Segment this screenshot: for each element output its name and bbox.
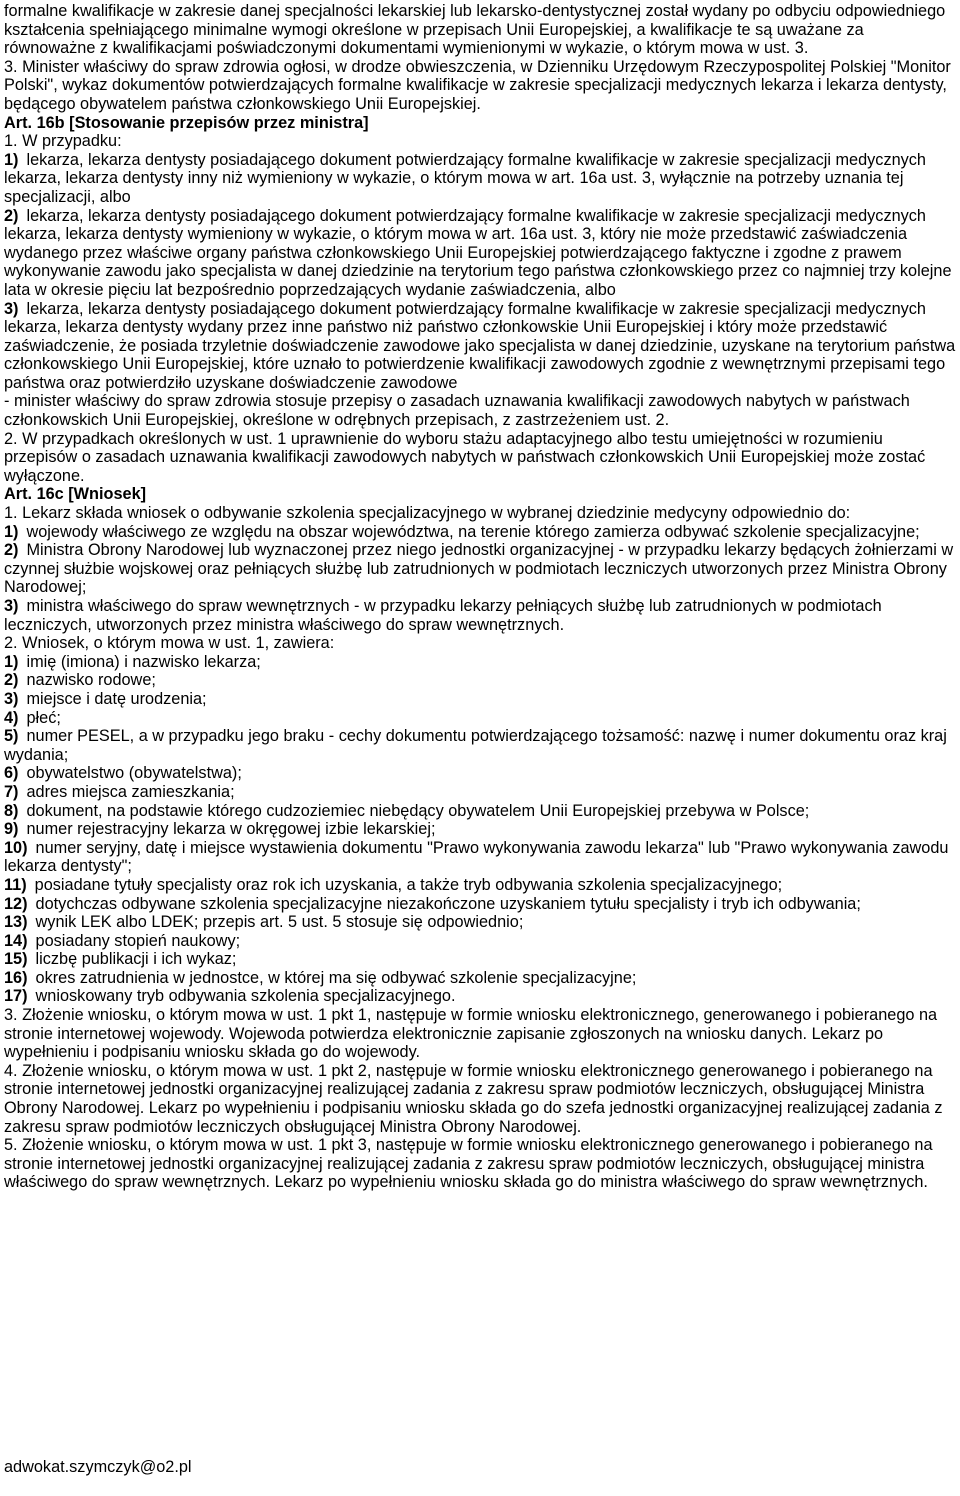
item-number: 15) — [4, 950, 28, 969]
list-item — [4, 151, 956, 207]
article-heading: Art. 16c [Wniosek] — [4, 485, 147, 504]
paragraph: 3. Minister właściwy do spraw zdrowia ogłosi, w drodze obwieszczenia, w Dzienniku Urzędowym Rzeczypospolitej Polskiej "Monitor Polski", wykaz dokumentów potwierdzających formalne kwalifikacje w zakresie specjalizacji medycznych lekarza i lekarza dentysty, będącego obywatelem państwa członkowskiego Unii Europejskiej. — [4, 57, 951, 113]
list-item — [4, 727, 956, 764]
item-text: obywatelstwo (obywatelstwa); — [26, 764, 242, 783]
item-number: 7) — [4, 782, 19, 801]
paragraph: 1. W przypadku: — [4, 132, 122, 151]
item-text: numer rejestracyjny lekarza w okręgowej izbie lekarskiej; — [26, 820, 436, 839]
item-number: 10) — [4, 838, 28, 857]
paragraph: 2. W przypadkach określonych w ust. 1 uprawnienie do wyboru stażu adaptacyjnego albo testu umiejętności w rozumieniu przepisów o zasadach uznawania kwalifikacji zawodowych nabytych w państwach członkowskich Unii Europejskiej może zostać wyłączone. — [4, 429, 926, 485]
item-number: 14) — [4, 931, 28, 950]
item-text: numer PESEL, a w przypadku jego braku - cechy dokumentu potwierdzającego tożsamość: nazwę i numer dokumentu oraz kraj wydania; — [4, 727, 947, 764]
item-text: adres miejsca zamieszkania; — [26, 782, 235, 801]
list-item — [4, 876, 956, 895]
list-item — [4, 913, 956, 932]
item-text: posiadane tytuły specjalisty oraz rok ich uzyskania, a także tryb odbywania szkolenia specjalizacyjnego; — [34, 875, 783, 894]
paragraph: 3. Złożenie wniosku, o którym mowa w ust. 1 pkt 1, następuje w formie wniosku elektronicznego, generowanego i pobieranego na stronie internetowej wojewody. Wojewoda potwierdza elektronicznie zapisanie zgłoszonych na wniosku danych. Lekarz po wypełnieniu i podpisaniu wniosku składa go do wojewody. — [4, 1006, 938, 1062]
item-text: wnioskowany tryb odbywania szkolenia specjalizacyjnego. — [35, 987, 456, 1006]
item-text: dokument, na podstawie którego cudzoziemiec niebędący obywatelem Unii Europejskiej przebywa w Polsce; — [26, 801, 810, 820]
item-number: 3) — [4, 597, 19, 615]
item-text: wynik LEK albo LDEK; przepis art. 5 ust. 5 stosuje się odpowiednio; — [35, 913, 524, 932]
item-number: 17) — [4, 987, 28, 1006]
list-item — [4, 895, 956, 914]
item-number: 11) — [4, 875, 27, 894]
item-number: 2) — [4, 671, 19, 690]
item-number: 4) — [4, 708, 19, 727]
item-number: 13) — [4, 913, 28, 932]
item-text: ministra właściwego do spraw wewnętrznych - w przypadku lekarzy pełniących służbę lub zatrudnionych w podmiotach leczniczych, utworzonych przez ministra właściwego do spraw wewnętrznych. — [4, 597, 882, 634]
item-number: 1) — [4, 522, 19, 541]
list-item — [4, 969, 956, 988]
item-text: okres zatrudnienia w jednostce, w której ma się odbywać szkolenie specjalizacyjne; — [35, 968, 637, 987]
article-heading: Art. 16b [Stosowanie przepisów przez ministra] — [4, 113, 369, 132]
paragraph: 1. Lekarz składa wniosek o odbywanie szkolenia specjalizacyjnego w wybranej dziedzinie medycyny odpowiednio do: — [4, 504, 851, 523]
paragraph: - minister właściwy do spraw zdrowia stosuje przepisy o zasadach uznawania kwalifikacji zawodowych nabytych w państwach członkowskich Unii Europejskiej, określone w odrębnych przepisach, z zastrzeżeniem ust. 2. — [4, 392, 910, 430]
item-number: 2) — [4, 206, 19, 225]
item-text: wojewody właściwego ze względu na obszar województwa, na terenie którego zamierza odbywać szkolenie specjalizacyjne; — [26, 522, 920, 541]
item-text: nazwisko rodowe; — [26, 671, 156, 690]
item-text: lekarza, lekarza dentysty posiadającego dokument potwierdzający formalne kwalifikacje w zakresie specjalizacji medycznych lekarza, lekarza dentysty wydany przez inne państwo niż państwo członkowskie Unii Europejskiej i który może przedstawić zaświadczenie, że posiada trzyletnie doświadczenie zawodowe jako specjalista w danej dziedzinie, uzyskane na terytorium państwa członkowskiego Unii Europejskiej, które uznało to potwierdzenie kwalifikacji zawodowych zgodnie z wewnętrznymi przepisami tego państwa oraz potwierdziło uzyskane doświadczenie zawodowe — [4, 299, 956, 392]
item-text: posiadany stopień naukowy; — [35, 931, 241, 950]
item-number: 8) — [4, 801, 19, 820]
item-number: 6) — [4, 764, 19, 783]
item-number: 12) — [4, 894, 28, 913]
item-number: 3) — [4, 299, 19, 318]
list-item — [4, 932, 956, 951]
list-item — [4, 597, 956, 634]
item-text: Ministra Obrony Narodowej lub wyznaczonej przez niego jednostki organizacyjnej - w przypadku lekarzy będących żołnierzami w czynnej służbie wojskowej oraz pełniących służbę lub zatrudnionych w podmiotach leczniczych utworzonych przez Ministra Obrony Narodowej; — [4, 541, 954, 597]
list-item — [4, 541, 956, 597]
item-number: 5) — [4, 727, 19, 746]
document-body — [4, 2, 956, 1192]
list-item — [4, 764, 956, 783]
list-item — [4, 671, 956, 690]
list-item — [4, 820, 956, 839]
item-text: lekarza, lekarza dentysty posiadającego dokument potwierdzający formalne kwalifikacje w zakresie specjalizacji medycznych lekarza, lekarza dentysty inny niż wymieniony w wykazie, o którym mowa w art. 16a ust. 3, wyłącznie na potrzeby uznania tej specjalizacji, albo — [4, 150, 926, 206]
footer-email: adwokat.szymczyk@o2.pl — [4, 1458, 192, 1476]
list-item — [4, 950, 956, 969]
paragraph: 2. Wniosek, o którym mowa w ust. 1, zawiera: — [4, 634, 335, 653]
item-number: 1) — [4, 150, 19, 169]
item-number: 9) — [4, 820, 19, 839]
paragraph: formalne kwalifikacje w zakresie danej specjalności lekarskiej lub lekarsko-dentystycznej został wydany po odbyciu odpowiedniego kształcenia spełniającego minimalne wymogi określone w przepisach Unii Europejskiej, a kwalifikacje te są uważane za równoważne z kwalifikacjami poświadczonymi dokumentami wymienionymi w wykazie, o którym mowa w ust. 3. — [4, 2, 946, 58]
list-item — [4, 653, 956, 672]
list-item — [4, 709, 956, 728]
list-item — [4, 802, 956, 821]
item-text: dotychczas odbywane szkolenia specjalizacyjne niezakończone uzyskaniem tytułu specjalisty i tryb ich odbywania; — [35, 894, 861, 913]
item-text: numer seryjny, datę i miejsce wystawienia dokumentu "Prawo wykonywania zawodu lekarza" lub "Prawo wykonywania zawodu lekarza dentysty"; — [4, 838, 949, 876]
list-item — [4, 207, 956, 300]
item-text: liczbę publikacji i ich wykaz; — [35, 950, 237, 969]
list-item — [4, 690, 956, 709]
item-number: 16) — [4, 968, 28, 987]
paragraph: 4. Złożenie wniosku, o którym mowa w ust. 1 pkt 2, następuje w formie wniosku elektronicznego generowanego i pobieranego na stronie internetowej jednostki organizacyjnej realizującej zadania z zakresu spraw podmiotów leczniczych, obsługującej Ministra Obrony Narodowej. Lekarz po wypełnieniu i podpisaniu wniosku składa go do szefa jednostki organizacyjnej realizującej zadania z zakresu spraw podmiotów leczniczych obsługującej Ministra Obrony Narodowej. — [4, 1061, 943, 1136]
item-text: imię (imiona) i nazwisko lekarza; — [26, 652, 261, 671]
item-text: płeć; — [26, 708, 61, 727]
item-number: 2) — [4, 541, 19, 560]
paragraph: 5. Złożenie wniosku, o którym mowa w ust. 1 pkt 3, następuje w formie wniosku elektronicznego generowanego i pobieranego na stronie internetowej jednostki organizacyjnej realizującej zadania z zakresu spraw podmiotów leczniczych, obsługującej ministra właściwego do spraw wewnętrznych. Lekarz po wypełnieniu wniosku składa go do ministra właściwego do spraw wewnętrznych. — [4, 1136, 933, 1192]
list-item — [4, 300, 956, 393]
item-number: 1) — [4, 652, 19, 671]
list-item — [4, 783, 956, 802]
item-text: lekarza, lekarza dentysty posiadającego dokument potwierdzający formalne kwalifikacje w zakresie specjalizacji medycznych lekarza, lekarza dentysty wymieniony w wykazie, o którym mowa w art. 16a ust. 3, który nie może przedstawić zaświadczenia wydanego przez właściwe organy państwa członkowskiego Unii Europejskiej potwierdzającego faktyczne i zgodne z prawem wykonywanie zawodu jako specjalista w danej dziedzinie na terytorium tego państwa członkowskiego przez co najmniej trzy kolejne lata w okresie pięciu lat bezpośrednio poprzedzających wydanie zaświadczenia, albo — [4, 206, 952, 299]
list-item — [4, 839, 956, 876]
item-text: miejsce i datę urodzenia; — [26, 689, 207, 708]
list-item — [4, 523, 956, 542]
item-number: 3) — [4, 689, 19, 708]
list-item — [4, 987, 956, 1006]
